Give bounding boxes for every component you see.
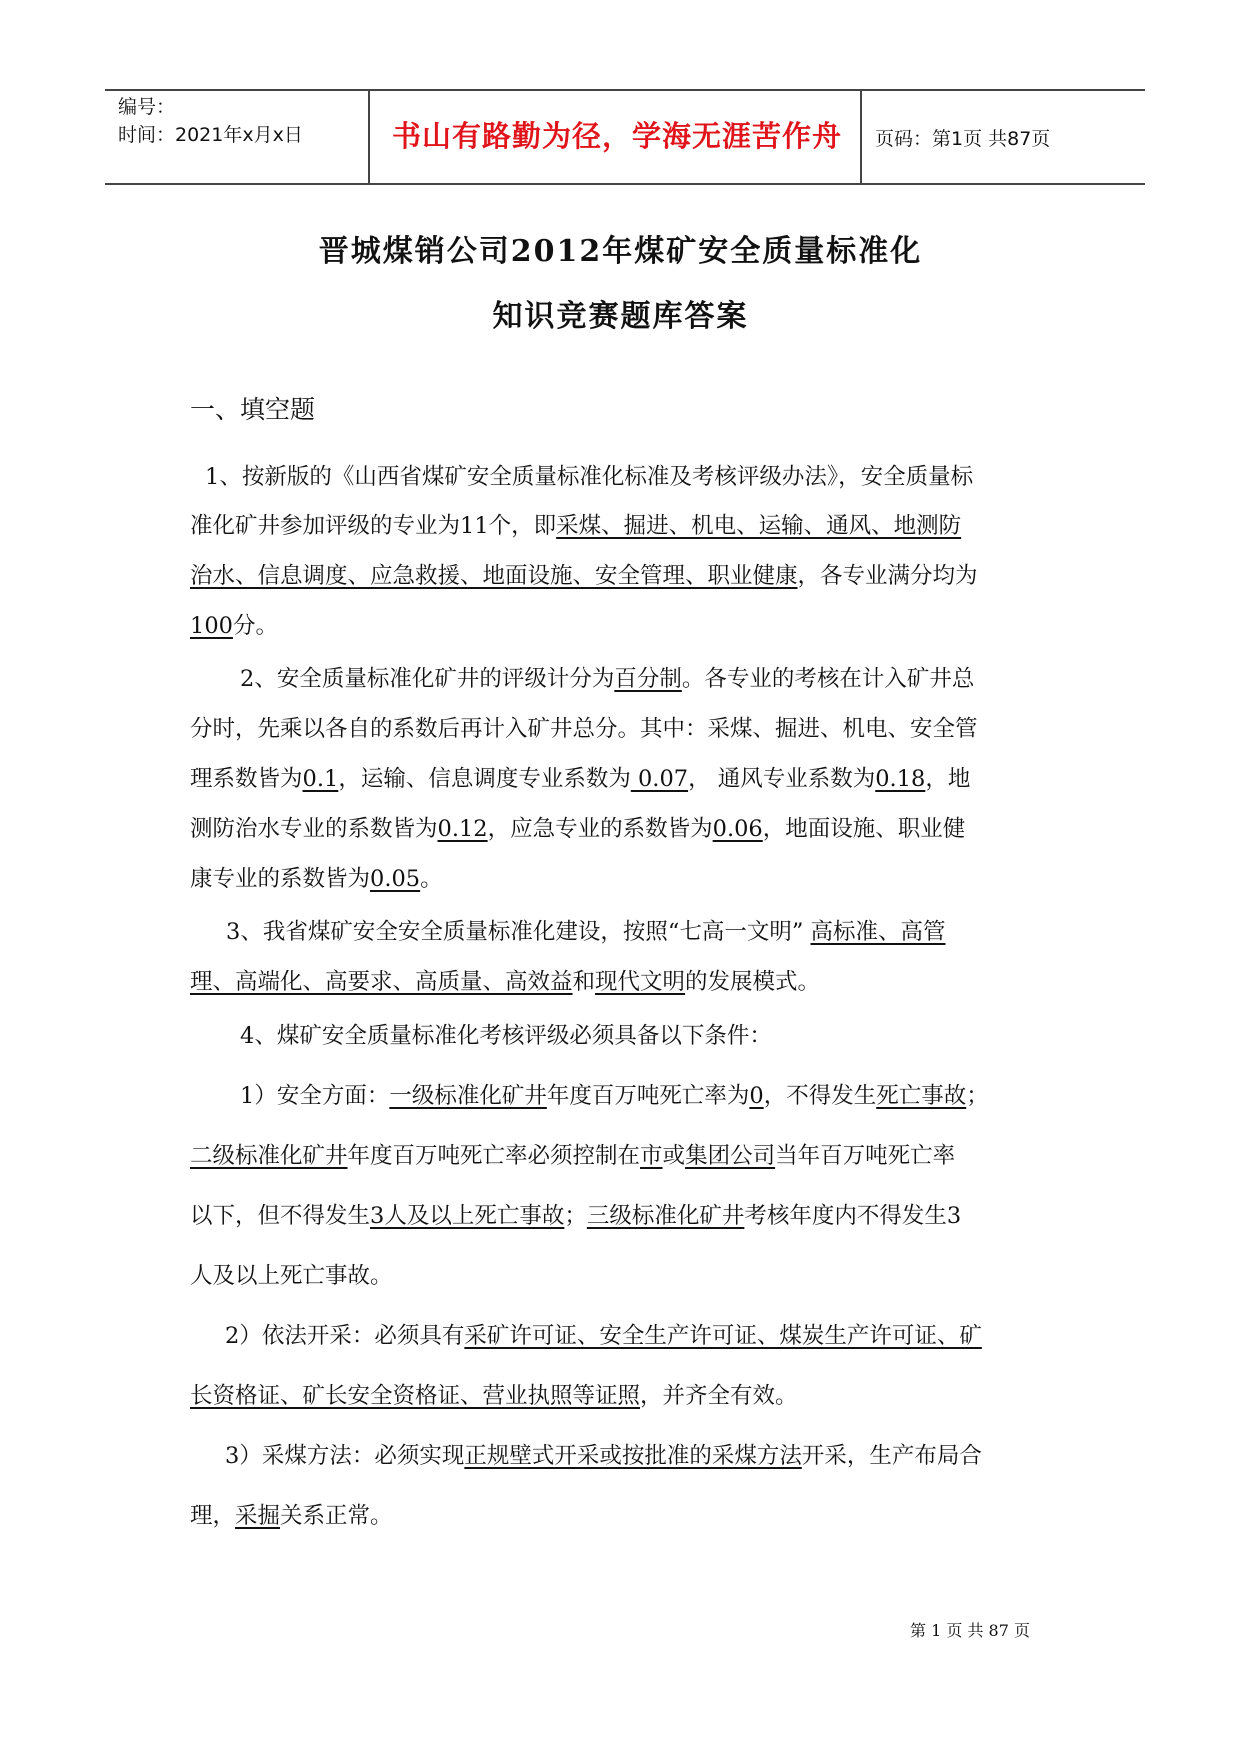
text-segment: ，并齐全有效。 [640, 1383, 798, 1409]
answer-blank: 3人及以上死亡事故 [370, 1203, 565, 1229]
text-line [190, 508, 961, 540]
answer-blank: 二级标准化矿井 [190, 1143, 348, 1169]
text-segment: 准化矿井参加评级的专业为11个，即 [190, 513, 557, 539]
text-segment: 理系数皆为 [190, 766, 303, 792]
answer-blank: 0.06 [712, 816, 763, 842]
text-line [190, 811, 965, 843]
text-segment: 分时，先乘以各自的系数后再计入矿井总分。其中：采煤、掘进、机电、安全管 [190, 716, 978, 742]
answer-blank: 治水、信息调度、应急救援、地面设施、安全管理、职业健康 [190, 563, 798, 589]
text-segment: 年度百万吨死亡率必须控制在 [347, 1143, 641, 1169]
text-segment: 4、煤矿安全质量标准化考核评级必须具备以下条件： [240, 1023, 772, 1049]
text-line [190, 761, 970, 793]
text-line [225, 1438, 982, 1470]
text-line [190, 964, 820, 996]
answer-blank: 0 [749, 1083, 764, 1109]
text-segment: 开采，生产布局合 [801, 1443, 982, 1469]
text-line [190, 1138, 955, 1170]
answer-blank: 长资格证、矿长安全资格证、营业执照等证照 [190, 1383, 641, 1409]
section-heading: 一、填空题 [190, 395, 316, 424]
answer-blank: 集团公司 [685, 1143, 776, 1169]
text-line [190, 1498, 393, 1530]
document-title-line-2: 知识竞赛题库答案 [492, 299, 749, 334]
text-segment: ，不得发生 [763, 1083, 877, 1109]
text-line [190, 711, 978, 743]
document-title-line-1: 晋城煤销公司2012年煤矿安全质量标准化 [318, 234, 923, 269]
text-line [240, 661, 974, 693]
text-segment: 的发展模式。 [685, 969, 821, 995]
text-segment: 康专业的系数皆为 [190, 866, 371, 892]
page-footer: 第 1 页 共 87 页 [910, 1621, 1030, 1640]
text-segment: ， 通风专业系数为 [688, 766, 876, 792]
text-line [205, 459, 973, 491]
text-segment: 或 [662, 1143, 686, 1169]
answer-blank: 0.12 [437, 816, 488, 842]
text-segment: 测防治水专业的系数皆为 [190, 816, 438, 842]
header-time-label: 时间：2021年x月x日 [118, 124, 303, 146]
text-line [190, 1258, 393, 1290]
text-line [240, 1018, 772, 1050]
text-segment: ，各专业满分均为 [797, 563, 978, 589]
text-segment: 2、安全质量标准化矿井的评级计分为 [240, 666, 615, 692]
answer-blank: 采掘 [235, 1503, 281, 1529]
answer-blank: 理、高端化、高要求、高质量、高效益 [190, 969, 573, 995]
text-segment: ，应急专业的系数皆为 [487, 816, 713, 842]
answer-blank: 百分制 [614, 666, 682, 692]
text-segment: 人及以上死亡事故。 [190, 1263, 393, 1289]
header-page-info: 页码：第1页 共87页 [875, 128, 1051, 150]
text-line [190, 558, 978, 590]
text-segment: 理， [190, 1503, 236, 1529]
text-line [190, 861, 443, 893]
text-segment: 1、按新版的《山西省煤矿安全质量标准化标准及考核评级办法》，安全质量标 [205, 464, 974, 490]
answer-blank: 0.18 [875, 766, 926, 792]
text-segment: 年度百万吨死亡率为 [546, 1083, 750, 1109]
header-bottom-rule [105, 183, 1145, 185]
text-line [190, 608, 278, 640]
answer-blank: 高标准、高管 [810, 919, 946, 945]
answer-blank: 三级标准化矿井 [586, 1203, 745, 1229]
text-line [226, 914, 946, 946]
text-line [240, 1078, 989, 1110]
answer-blank: 采矿许可证、安全生产许可证、煤炭生产许可证、矿 [464, 1323, 982, 1349]
text-segment: 。 [420, 866, 443, 892]
header-motto: 书山有路勤为径，学海无涯苦作舟 [391, 119, 842, 153]
text-segment: ，运输、信息调度专业系数为 [338, 766, 631, 792]
text-segment: 3）采煤方法：必须实现 [225, 1443, 465, 1469]
answer-blank: 0.07 [630, 766, 689, 792]
answer-blank: 0.05 [370, 866, 421, 892]
text-segment: ，地 [925, 766, 971, 792]
answer-blank: 市 [640, 1143, 663, 1169]
answer-blank: 一级标准化矿井 [389, 1083, 547, 1109]
answer-blank: 100 [190, 613, 233, 639]
text-segment: ； [564, 1203, 587, 1229]
header-left-block [118, 93, 303, 149]
header-top-rule [105, 89, 1145, 91]
text-segment: 2）依法开采：必须具有 [225, 1323, 465, 1349]
text-segment: 3、我省煤矿安全安全质量标准化建设，按照“七高一文明” [226, 919, 811, 945]
answer-blank: 采煤、掘进、机电、运输、通风、地测防 [556, 513, 962, 539]
answer-blank: 死亡事故 [876, 1083, 967, 1109]
text-segment: 当年百万吨死亡率 [775, 1143, 956, 1169]
text-line [190, 1198, 961, 1230]
text-segment: 1）安全方面： [240, 1083, 390, 1109]
header-divider-left [368, 90, 370, 185]
answer-blank: 0.1 [302, 766, 339, 792]
answer-blank: 现代文明 [595, 969, 686, 995]
text-segment: 。各专业的考核在计入矿井总 [681, 666, 975, 692]
text-segment: ； [966, 1083, 989, 1109]
header-number-label: 编号： [118, 96, 176, 118]
text-segment: 考核年度内不得发生3 [744, 1203, 962, 1229]
text-line [225, 1318, 982, 1350]
text-segment: 分。 [232, 613, 278, 639]
text-segment: 以下，但不得发生 [190, 1203, 371, 1229]
text-line [190, 1378, 798, 1410]
text-segment: 和 [572, 969, 596, 995]
text-segment: 关系正常。 [280, 1503, 393, 1529]
text-segment: ，地面设施、职业健 [762, 816, 966, 842]
answer-blank: 正规壁式开采或按批准的采煤方法 [464, 1443, 802, 1469]
